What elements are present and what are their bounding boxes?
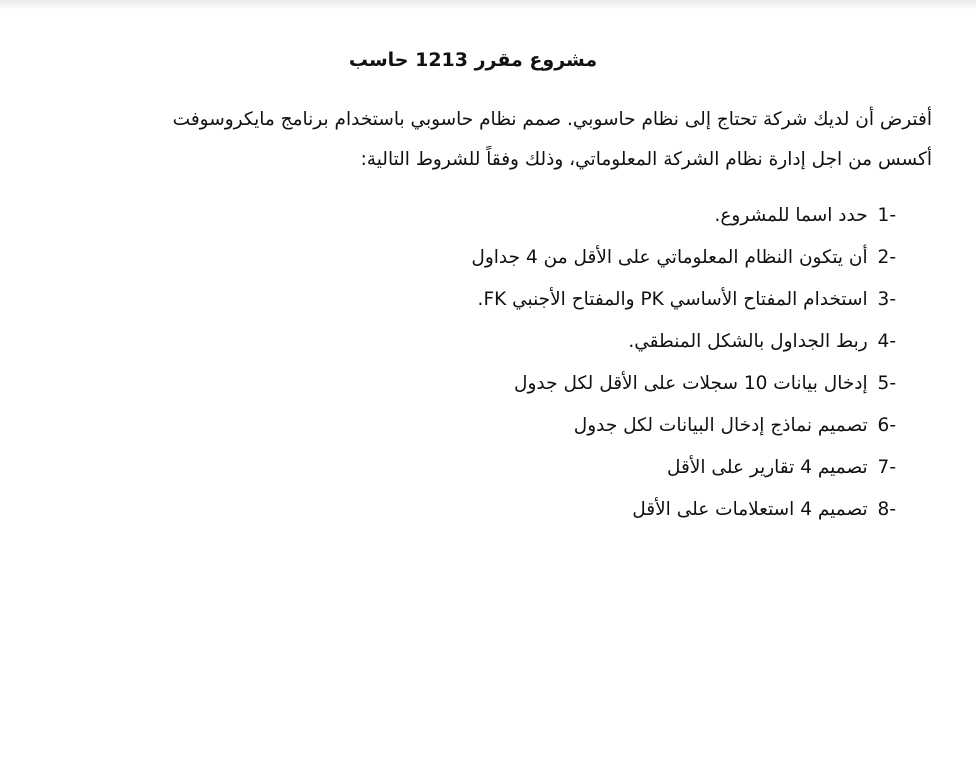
requirement-number: 8- [877, 499, 896, 520]
requirement-text: استخدام المفتاح الأساسي PK والمفتاح الأجنبي FK. [477, 289, 868, 310]
requirement-text: ربط الجداول بالشكل المنطقي. [628, 331, 868, 352]
requirement-text: تصميم 4 استعلامات على الأقل [632, 499, 868, 520]
requirement-number: 6- [877, 415, 896, 436]
requirement-item [196, 280, 896, 322]
requirement-item [196, 196, 896, 238]
intro-line-1: أفترض أن لديك شركة تحتاج إلى نظام حاسوبي. صمم نظام حاسوبي باستخدام برنامج مايكروسوفت [172, 109, 932, 130]
requirement-text: حدد اسما للمشروع. [714, 205, 868, 226]
document-title: مشروع مقرر 1213 حاسب [348, 49, 598, 71]
requirement-number: 7- [877, 457, 896, 478]
intro-line-2: أكسس من اجل إدارة نظام الشركة المعلوماتي، وذلك وفقاً للشروط التالية: [360, 149, 932, 170]
requirement-item [196, 406, 896, 448]
requirement-number: 4- [877, 331, 896, 352]
intro-paragraph [32, 100, 932, 180]
requirement-item [196, 238, 896, 280]
requirement-text: تصميم 4 تقارير على الأقل [666, 457, 868, 478]
requirements-list [196, 196, 896, 532]
requirement-item [196, 448, 896, 490]
requirement-number: 3- [877, 289, 896, 310]
requirement-number: 1- [877, 205, 896, 226]
requirement-item [196, 490, 896, 532]
requirement-item [196, 364, 896, 406]
requirement-number: 2- [877, 247, 896, 268]
requirement-number: 5- [877, 373, 896, 394]
requirement-text: إدخال بيانات 10 سجلات على الأقل لكل جدول [514, 373, 868, 394]
requirement-text: تصميم نماذج إدخال البيانات لكل جدول [573, 415, 868, 436]
requirement-text: أن يتكون النظام المعلوماتي على الأقل من 4 جداول [471, 247, 868, 268]
requirement-item [196, 322, 896, 364]
